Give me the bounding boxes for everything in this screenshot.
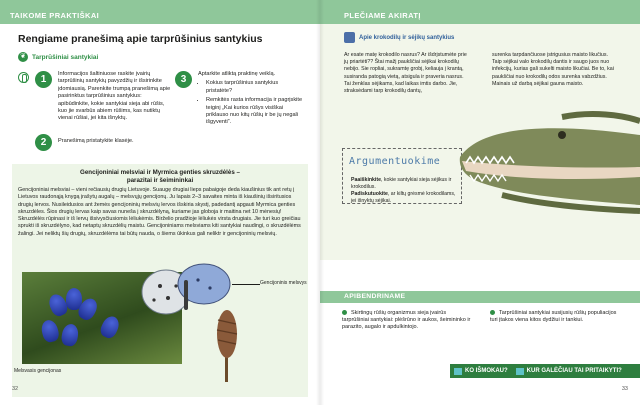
bullet-icon — [490, 310, 495, 315]
step-bullets — [198, 80, 305, 126]
info-box-text: Gencijoniniai melsviai – vieni rečiausių drugių Lietuvoje. Suaugę drugiai lieps pabaigoje deda kiaušinius tik ant retų į Lietuvos raudonąją knygą įrašytų augalų – melsvųjų gencijonų. Ju lapais 2–3 savaites minta iš kiaušinių išsiritusios drugių lervos. Nusileidusios ant žemės gencijoninių melsvių lervos išskiria skystį, padedantį apgauti Myrmica genties skruzdėles. Šios drugių lervas kaip savas nuneša į skruzdėlyną, kuriame jas globoja ir maitina net 10 mėnesių! Skruzdėlės rūpinasi ir iš lervų išsivysčiusiomis lėliukėmis. Birželio pradžioje lėliukės virsta drugiais. Jie turi kuo greičiau sprukti iš skruzdėlyno, kad netaptų skruzdėlių maistu. Gencijoniniams melsviams kiti santykiai naudingi, o skruzdėlėms žalingi. Jei neliktų šių drugių, skruzdėlėms tai būtų nauda, o šiems ūkinkus gali neliktr ir gencijoninių melsvių. — [18, 187, 301, 237]
cta-apply[interactable] — [516, 368, 622, 375]
page-number: 32 — [12, 386, 19, 392]
right-column-2: surenka tarpdančiuose įstrigusius maisto likučius. Taip sėjikai valo krokodilų dantis ir saugo juos nuo infekcijų, kurias gali sukelti maisto likučiai. Be to, kai paukščiai nuo krokodilų odos surenka vabzdžius. Mainais už darbą sėjikai gauna maisto. — [492, 52, 614, 87]
flower-petal — [98, 314, 122, 341]
right-subhead-label: Apie krokodilų ir sėjikų santykius — [359, 34, 455, 41]
right-section-tag: PLEČIAME AKIRATĮ — [344, 11, 421, 20]
butterfly-caption: Gencijoninis melsvys — [260, 280, 307, 286]
cta-learned[interactable] — [454, 368, 508, 375]
photo-caption: Melsvasis gencijonas — [14, 368, 62, 374]
argument-title: Argumentuokime — [349, 156, 441, 167]
summary-tag: APIBENDRINAME — [344, 293, 406, 300]
caption-pointer-line — [232, 284, 260, 285]
plant-illustration — [210, 306, 244, 382]
step-1 — [35, 71, 173, 123]
argument-desc: , kokie santykiai sieja sėjikus ir krokodilus. — [351, 177, 452, 190]
right-column-1: Ar esate matę krokodilo nasrus? Ar išdrįstumėte prie jų priartėti?? Štai mažį paukščiai sėjikai krokodilų nebijo. Sie ropliai, sukramtę grobį, keliauja į krantą, susiranda patogią vietą, atsigula ir praveria nasrus. Tai ženklas sėjikams, kad laikas imtis darbo. Jie, straksėdami tarp krokodilų dantų, — [344, 52, 467, 95]
cta-learned-label: KO IŠMOKAU? — [465, 368, 508, 374]
argument-term: Padiskutuokite — [351, 191, 388, 197]
subhead-label: Tarprūšiniai santykiai — [32, 53, 99, 61]
cta-apply-label: KUR GALĖČIAU TAI PRITAIKYTI? — [526, 368, 622, 374]
flower-petal — [60, 323, 80, 347]
summary-item-2 — [490, 310, 620, 324]
square-icon — [516, 368, 524, 375]
step-number: 3 — [175, 71, 192, 88]
step-text: Pranešimą pristatykite klasėje. — [58, 138, 134, 144]
reflection-bar — [450, 364, 640, 378]
leaf-icon: ❦ — [18, 52, 28, 62]
summary-text: Skirtingų rūšių organizmus sieja įvairūs tarprūšiniai santykiai: plėšrūno ir aukos, šeimininko ir parazito, augalo ir apdulkintojo. — [342, 310, 471, 331]
right-subhead-row — [344, 32, 454, 43]
step-bullet: • Kokius tarprūšinius santykius pristatėte? — [206, 80, 305, 95]
step-number: 2 — [35, 134, 52, 151]
info-box-title-line: parazitai ir šeimininkai — [126, 177, 194, 184]
info-box-title — [12, 169, 308, 185]
subhead-row — [18, 52, 98, 62]
summary-text: Tarprūšiniai santykiai susijusių rūšių populiacijos turi įtakos viena kitos dydžiui ir tankiui. — [490, 310, 617, 324]
summary-item-1 — [342, 310, 472, 332]
argument-desc: , ar kiltų grėsmė krokodilams, jei išnyktų sėjikai. — [351, 191, 456, 204]
info-box-title-line: Gencijoniniai melsviai ir Myrmica genties skruzdėlės – — [80, 169, 240, 176]
page-title: Rengiame pranešimą apie tarprūšinius santykius — [18, 33, 263, 45]
step-number: 1 — [35, 71, 52, 88]
step-bullet: • Remkitės rasta informacija ir pagrįskite teiginį „Kai kurios rūšys visiškai priklauso nuo kitų rūšių ir be jų negali išgyventi“. — [206, 97, 305, 127]
step-text: Informacijos šaltiniuose raskite įvairių tarprūšinių santykių pavyzdžių ir išsirinkite įdomiausią. Parenkite trumpą pranešimą apie pasirinktus tarprūšinius santykius: apibūdinkite, kokie santykiai sieja abi rūšis, kuo jie svarbūs abiem rūšims, kas nutiktų vienai rūšiai, jei kita išnyktų. — [58, 71, 171, 122]
page-number: 33 — [621, 386, 628, 392]
crocodile-illustration — [442, 105, 640, 217]
step-text: Aptarkite atliktą praktinę veiklą. — [198, 71, 276, 77]
step-2 — [35, 134, 173, 151]
step-3 — [175, 71, 305, 127]
step-text-block — [198, 71, 305, 127]
right-page — [320, 0, 640, 405]
square-icon — [454, 368, 462, 375]
left-section-tag: TAIKOME PRAKTIŠKAI — [10, 11, 100, 20]
book-icon — [344, 32, 355, 43]
microphone-icon — [18, 72, 29, 83]
bullet-icon — [342, 310, 347, 315]
argument-term: Paaiškinkite — [351, 177, 381, 183]
flower-petal — [39, 318, 60, 343]
